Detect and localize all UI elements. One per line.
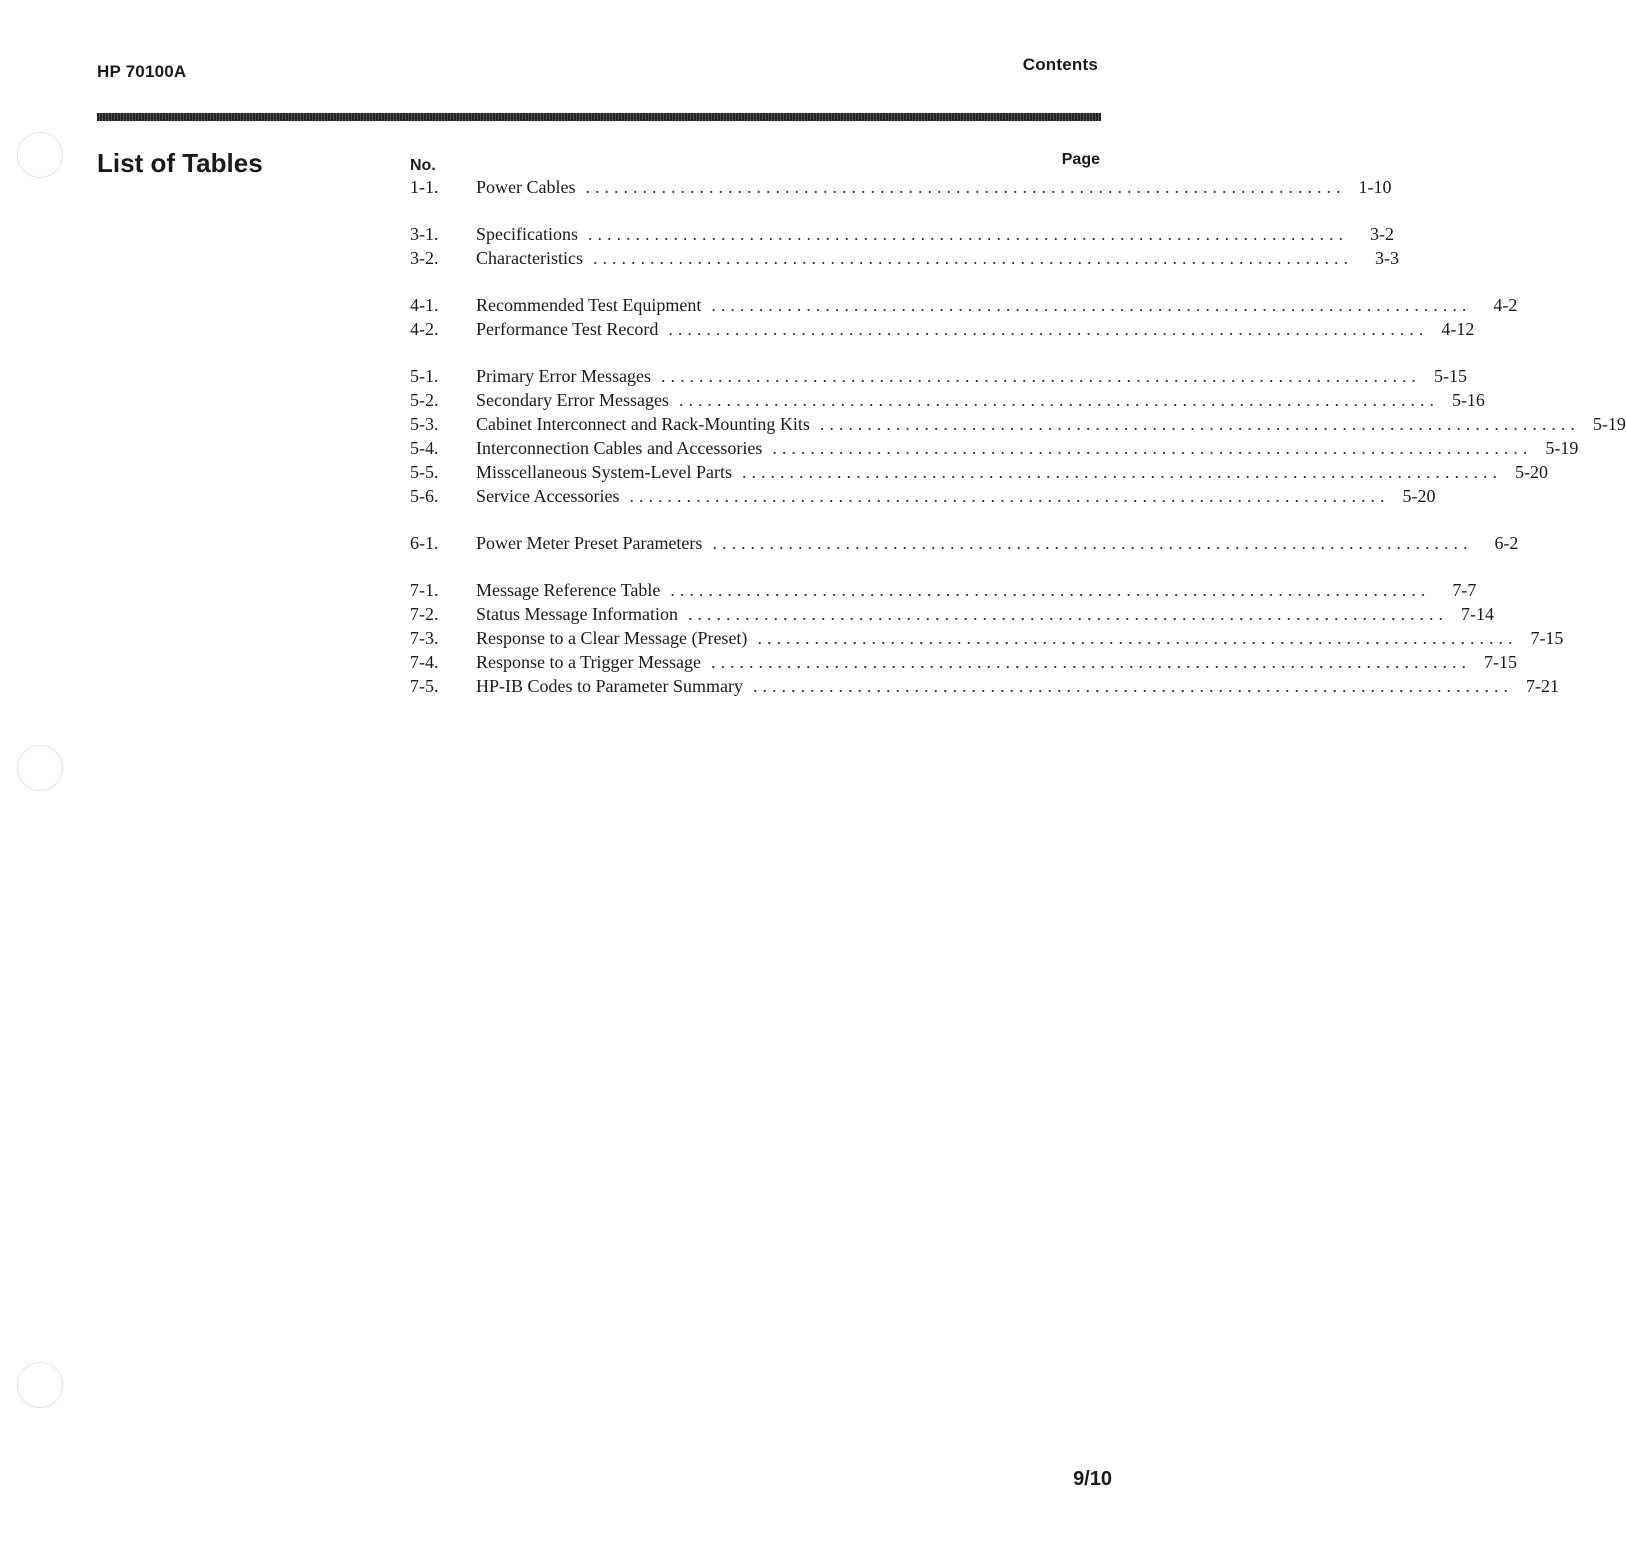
table-title: Interconnection Cables and Accessories — [476, 438, 763, 458]
list-item — [410, 175, 1392, 199]
table-number: 5-3. — [410, 414, 439, 434]
list-item — [410, 626, 1564, 650]
list-item — [410, 674, 1559, 698]
punch-hole — [17, 132, 63, 178]
table-title: Performance Test Record — [476, 319, 659, 339]
table-page-number: 7-15 — [1483, 652, 1517, 672]
table-group — [410, 222, 1399, 270]
list-item — [410, 531, 1519, 555]
table-page-number: 5-19 — [1545, 438, 1579, 458]
table-title: Characteristics — [476, 248, 583, 268]
header-rule — [97, 113, 1101, 121]
table-page-number: 5-15 — [1433, 366, 1467, 386]
table-title: Message Reference Table — [476, 580, 661, 600]
table-title: Recommended Test Equipment — [476, 295, 702, 315]
table-number: 5-6. — [410, 486, 439, 506]
dot-leader: ................................................................................ — [687, 604, 1448, 624]
list-item — [410, 364, 1467, 388]
table-page-number: 4-12 — [1441, 319, 1475, 339]
table-page-number: 7-14 — [1460, 604, 1494, 624]
table-number: 4-1. — [410, 295, 439, 315]
table-group — [410, 364, 1626, 508]
table-title: Cabinet Interconnect and Rack-Mounting Kits — [476, 414, 810, 434]
table-number: 7-2. — [410, 604, 439, 624]
table-page-number: 5-20 — [1514, 462, 1548, 482]
table-number: 1-1. — [410, 177, 439, 197]
table-number: 5-5. — [410, 462, 439, 482]
dot-leader: ................................................................................ — [678, 390, 1439, 410]
dot-leader: ................................................................................ — [660, 366, 1421, 386]
table-title: Response to a Clear Message (Preset) — [476, 628, 748, 648]
table-title: Power Cables — [476, 177, 576, 197]
table-title: Primary Error Messages — [476, 366, 651, 386]
list-item — [410, 412, 1626, 436]
table-number: 7-5. — [410, 676, 439, 696]
list-item — [410, 578, 1477, 602]
punch-hole — [17, 745, 63, 791]
dot-leader: ................................................................................ — [710, 652, 1471, 672]
list-item — [410, 602, 1494, 626]
table-page-number: 5-19 — [1592, 414, 1626, 434]
dot-leader: ................................................................................ — [587, 224, 1348, 244]
dot-leader: ................................................................................ — [668, 319, 1429, 339]
table-number: 7-3. — [410, 628, 439, 648]
table-list — [410, 175, 1626, 721]
column-header-no: No. — [410, 157, 436, 174]
table-page-number: 7-15 — [1530, 628, 1564, 648]
list-item — [410, 246, 1399, 270]
list-item — [410, 317, 1475, 341]
table-title: Status Message Information — [476, 604, 678, 624]
table-number: 5-2. — [410, 390, 439, 410]
list-item — [410, 222, 1394, 246]
header-product-name: HP 70100A — [97, 62, 187, 81]
table-group — [410, 578, 1564, 698]
table-page-number: 7-21 — [1525, 676, 1559, 696]
dot-leader: ................................................................................ — [629, 486, 1390, 506]
table-number: 7-4. — [410, 652, 439, 672]
table-page-number: 3-2 — [1369, 224, 1394, 244]
list-item — [410, 484, 1436, 508]
table-title: Service Accessories — [476, 486, 620, 506]
list-item — [410, 436, 1579, 460]
table-number: 3-1. — [410, 224, 439, 244]
dot-leader: ................................................................................ — [670, 580, 1431, 600]
dot-leader: ................................................................................ — [592, 248, 1353, 268]
list-item — [410, 650, 1517, 674]
dot-leader: ................................................................................ — [757, 628, 1518, 648]
table-number: 4-2. — [410, 319, 439, 339]
table-page-number: 7-7 — [1452, 580, 1477, 600]
table-number: 7-1. — [410, 580, 439, 600]
column-header-page: Page — [1061, 151, 1100, 168]
dot-leader: ................................................................................ — [741, 462, 1502, 482]
table-page-number: 1-10 — [1358, 177, 1392, 197]
dot-leader: ................................................................................ — [819, 414, 1580, 434]
list-item — [410, 388, 1485, 412]
table-number: 5-4. — [410, 438, 439, 458]
table-page-number: 5-20 — [1402, 486, 1436, 506]
table-number: 5-1. — [410, 366, 439, 386]
table-number: 6-1. — [410, 533, 439, 553]
table-page-number: 3-3 — [1374, 248, 1399, 268]
dot-leader: ................................................................................ — [585, 177, 1346, 197]
table-page-number: 4-2 — [1493, 295, 1518, 315]
table-group — [410, 531, 1519, 555]
table-group — [410, 175, 1392, 199]
table-page-number: 6-2 — [1494, 533, 1519, 553]
table-group — [410, 293, 1518, 341]
list-item — [410, 460, 1548, 484]
dot-leader: ................................................................................ — [752, 676, 1513, 696]
table-title: Power Meter Preset Parameters — [476, 533, 703, 553]
punch-hole — [17, 1362, 63, 1408]
list-item — [410, 293, 1518, 317]
table-title: Misscellaneous System-Level Parts — [476, 462, 732, 482]
table-title: Specifications — [476, 224, 578, 244]
header-section-name: Contents — [1022, 55, 1098, 74]
table-page-number: 5-16 — [1451, 390, 1485, 410]
page-title: List of Tables — [97, 148, 263, 178]
dot-leader: ................................................................................ — [772, 438, 1533, 458]
table-title: Response to a Trigger Message — [476, 652, 701, 672]
page-number: 9/10 — [1073, 1468, 1112, 1490]
table-title: HP-IB Codes to Parameter Summary — [476, 676, 743, 696]
table-title: Secondary Error Messages — [476, 390, 669, 410]
dot-leader: ................................................................................ — [711, 295, 1472, 315]
dot-leader: ................................................................................ — [712, 533, 1473, 553]
table-number: 3-2. — [410, 248, 439, 268]
